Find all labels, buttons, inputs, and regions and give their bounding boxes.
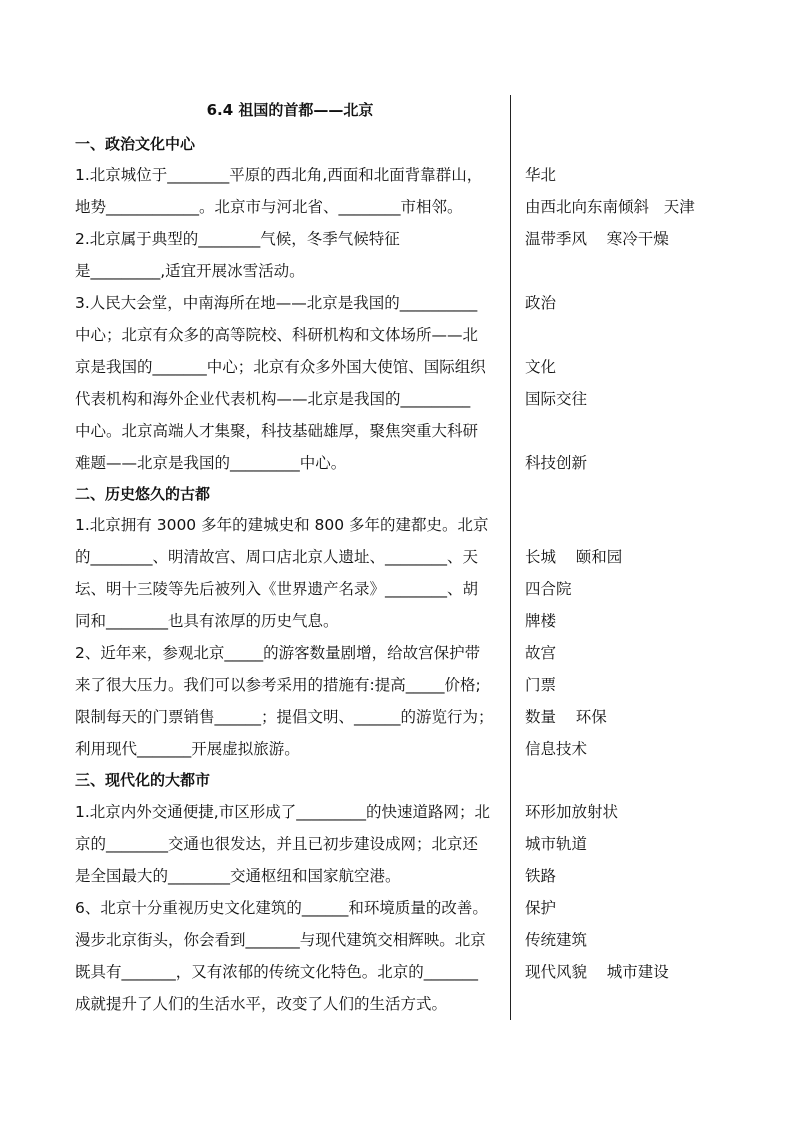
question-line: 既具有_______，又有浓郁的传统文化特色。北京的_______ xyxy=(75,963,479,981)
column-divider xyxy=(510,95,511,1020)
answer-text: 华北 xyxy=(525,166,557,184)
answer-text: 由西北向东南倾斜 天津 xyxy=(525,198,695,216)
question-line: 难题——北京是我国的_________中心。 xyxy=(75,454,347,472)
answer-text: 信息技术 xyxy=(525,740,588,758)
question-line: 2、近年来，参观北京_____的游客数量剧增，给故宫保护带 xyxy=(75,644,481,662)
question-line: 坛、明十三陵等先后被列入《世界遗产名录》________、胡 xyxy=(75,580,479,598)
answer-text: 政治 xyxy=(525,294,557,312)
answer-text: 现代风貌 城市建设 xyxy=(525,963,669,981)
question-line: 1.北京拥有 3000 多年的建城史和 800 多年的建都史。北京 xyxy=(75,516,489,534)
answer-text: 四合院 xyxy=(525,580,572,598)
answer-text: 科技创新 xyxy=(525,454,588,472)
answer-text: 文化 xyxy=(525,358,557,376)
question-line: 的________、明清故宫、周口店北京人遗址、________、天 xyxy=(75,548,479,566)
question-line: 6、北京十分重视历史文化建筑的______和环境质量的改善。 xyxy=(75,899,488,917)
question-line: 1.北京内外交通便捷,市区形成了_________的快速道路网；北 xyxy=(75,803,490,821)
question-line: 是_________,适宜开展冰雪活动。 xyxy=(75,262,305,280)
question-line: 1.北京城位于________平原的西北角,西面和北面背靠群山， xyxy=(75,166,483,184)
answer-text: 城市轨道 xyxy=(525,835,588,853)
answer-text: 保护 xyxy=(525,899,557,917)
question-line: 同和________也具有浓厚的历史气息。 xyxy=(75,612,339,630)
question-line: 京是我国的_______中心；北京有众多外国大使馆、国际组织 xyxy=(75,358,486,376)
question-line: 代表机构和海外企业代表机构——北京是我国的_________ xyxy=(75,390,471,408)
answer-text: 环形加放射状 xyxy=(525,803,619,821)
question-line: 3.人民大会堂，中南海所在地——北京是我国的__________ xyxy=(75,294,478,312)
question-line: 漫步北京街头，你会看到_______与现代建筑交相辉映。北京 xyxy=(75,931,486,949)
page-title: 6.4 祖国的首都——北京 xyxy=(206,101,374,119)
answer-text: 门票 xyxy=(525,676,557,694)
answer-text: 温带季风 寒冷干燥 xyxy=(525,230,669,248)
question-line: 是全国最大的________交通枢纽和国家航空港。 xyxy=(75,867,401,885)
question-line: 中心；北京有众多的高等院校、科研机构和文体场所——北 xyxy=(75,326,479,344)
question-line: 利用现代_______开展虚拟旅游。 xyxy=(75,740,300,758)
question-line: 地势____________。北京市与河北省、________市相邻。 xyxy=(75,198,463,216)
answer-text: 传统建筑 xyxy=(525,931,588,949)
question-line: 京的________交通也很发达，并且已初步建设成网；北京还 xyxy=(75,835,479,853)
answer-text: 数量 环保 xyxy=(525,708,607,726)
answer-text: 国际交往 xyxy=(525,390,588,408)
section-heading-1: 一、政治文化中心 xyxy=(75,135,196,153)
answer-text: 长城 颐和园 xyxy=(525,548,623,566)
question-line: 中心。北京高端人才集聚，科技基础雄厚，聚焦突重大科研 xyxy=(75,422,479,440)
question-line: 限制每天的门票销售______；提倡文明、______的游览行为； xyxy=(75,708,494,726)
section-heading-3: 三、现代化的大都市 xyxy=(75,771,211,789)
question-line: 成就提升了人们的生活水平，改变了人们的生活方式。 xyxy=(75,995,448,1013)
section-heading-2: 二、历史悠久的古都 xyxy=(75,485,211,503)
answer-text: 故宫 xyxy=(525,644,557,662)
question-line: 来了很大压力。我们可以参考采用的措施有:提高_____价格; xyxy=(75,676,481,694)
question-line: 2.北京属于典型的________气候，冬季气候特征 xyxy=(75,230,400,248)
answer-text: 牌楼 xyxy=(525,612,557,630)
answer-text: 铁路 xyxy=(525,867,557,885)
